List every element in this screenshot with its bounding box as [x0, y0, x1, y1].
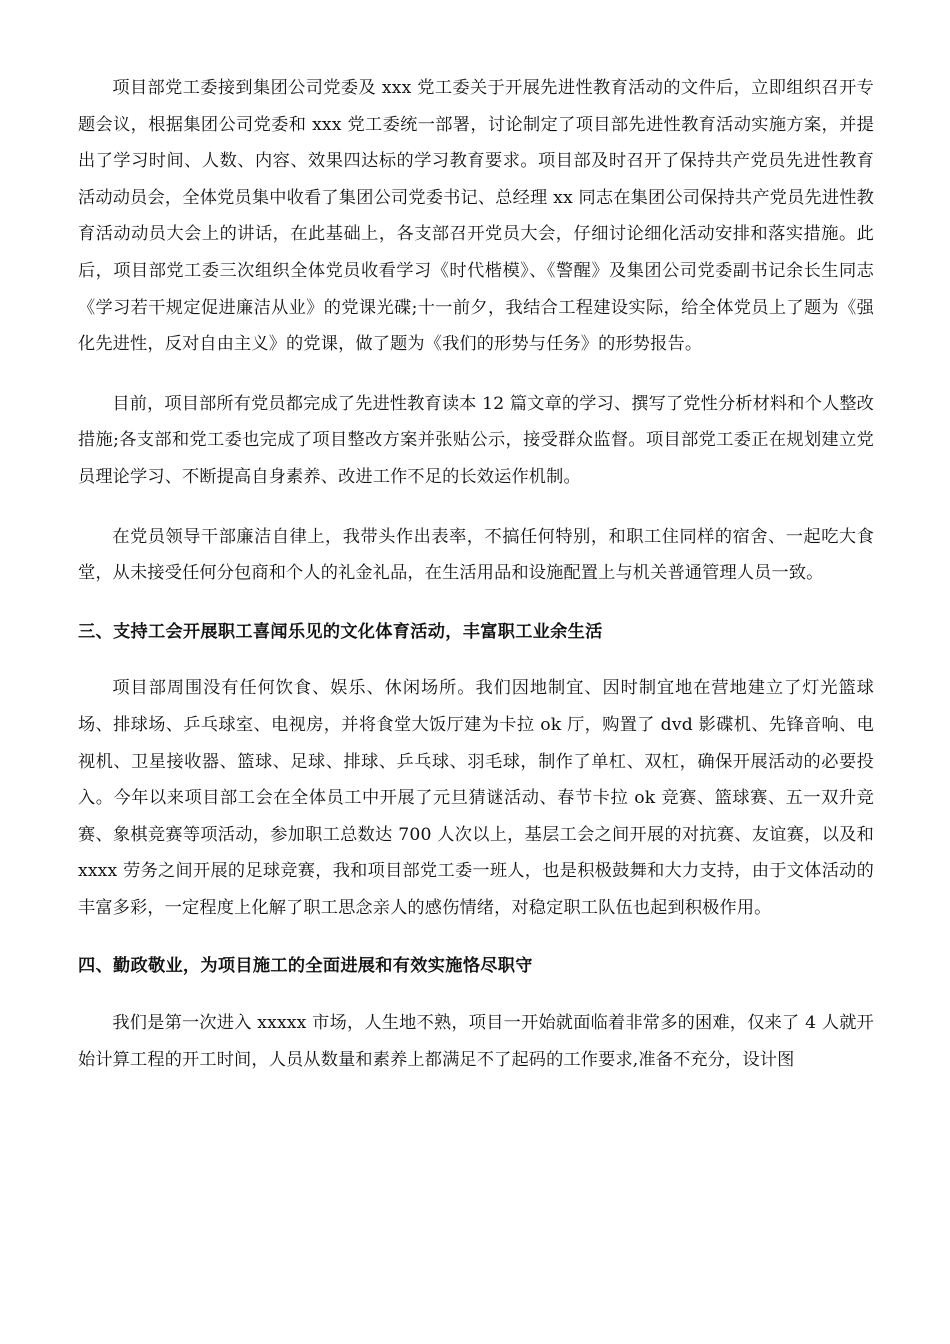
body-paragraph: 我们是第一次进入 xxxxx 市场，人生地不熟，项目一开始就面临着非常多的困难，仅来了 4 人就开始计算工程的开工时间，人员从数量和素养上都满足不了起码的工作要求,准备不充分，设计图: [78, 1013, 874, 1070]
body-paragraph: 目前，项目部所有党员都完成了先进性教育读本 12 篇文章的学习、撰写了党性分析材料和个人整改措施;各支部和党工委也完成了项目整改方案并张贴公示，接受群众监督。项目部党工委正在规划建立党员理论学习、不断提高自身素养、改进工作不足的长效运作机制。: [78, 393, 874, 487]
section-heading: 四、勤政敬业，为项目施工的全面进展和有效实施恪尽职守: [78, 956, 533, 977]
document-page: [78, 70, 874, 1078]
body-paragraph: 项目部党工委接到集团公司党委及 xxx 党工委关于开展先进性教育活动的文件后，立即组织召开专题会议，根据集团公司党委和 xxx 党工委统一部署，讨论制定了项目部先进性教育活动实施方案，并提出了学习时间、人数、内容、效果四达标的学习教育要求。项目部及时召开了保持共产党员先进性教育活动动员会，全体党员集中收看了集团公司党委书记、总经理 xx 同志在集团公司保持共产党员先进性教育活动动员大会上的讲话，在此基础上，各支部召开党员大会，仔细讨论细化活动安排和落实措施。此后，项目部党工委三次组织全体党员收看学习《时代楷模》、《警醒》及集团公司党委副书记余长生同志《学习若干规定促进廉洁从业》的党课光碟;十一前夕，我结合工程建设实际，给全体党员上了题为《强化先进性，反对自由主义》的党课，做了题为《我们的形势与任务》的形势报告。: [78, 78, 874, 355]
body-paragraph: 在党员领导干部廉洁自律上，我带头作出表率，不搞任何特别，和职工住同样的宿舍、一起吃大食堂，从未接受任何分包商和个人的礼金礼品，在生活用品和设施配置上与机关普通管理人员一致。: [78, 526, 874, 584]
section-heading: 三、支持工会开展职工喜闻乐见的文化体育活动，丰富职工业余生活: [78, 621, 603, 642]
body-paragraph: 项目部周围没有任何饮食、娱乐、休闲场所。我们因地制宜、因时制宜地在营地建立了灯光篮球场、排球场、乒乓球室、电视房，并将食堂大饭厅建为卡拉 ok 厅，购置了 dvd 影碟机、先锋音响、电视机、卫星接收器、篮球、足球、排球、乒乓球、羽毛球，制作了单杠、双杠，确保开展活动的必要投入。今年以来项目部工会在全体员工中开展了元旦猜谜活动、春节卡拉 ok 竞赛、篮球赛、五一双升竞赛、象棋竞赛等项活动，参加职工总数达 700 人次以上，基层工会之间开展的对抗赛、友谊赛，以及和 xxxx 劳务之间开展的足球竞赛，我和项目部党工委一班人，也是积极鼓舞和大力支持，由于文体活动的丰富多彩，一定程度上化解了职工思念亲人的感伤情绪，对稳定职工队伍也起到积极作用。: [78, 678, 874, 918]
